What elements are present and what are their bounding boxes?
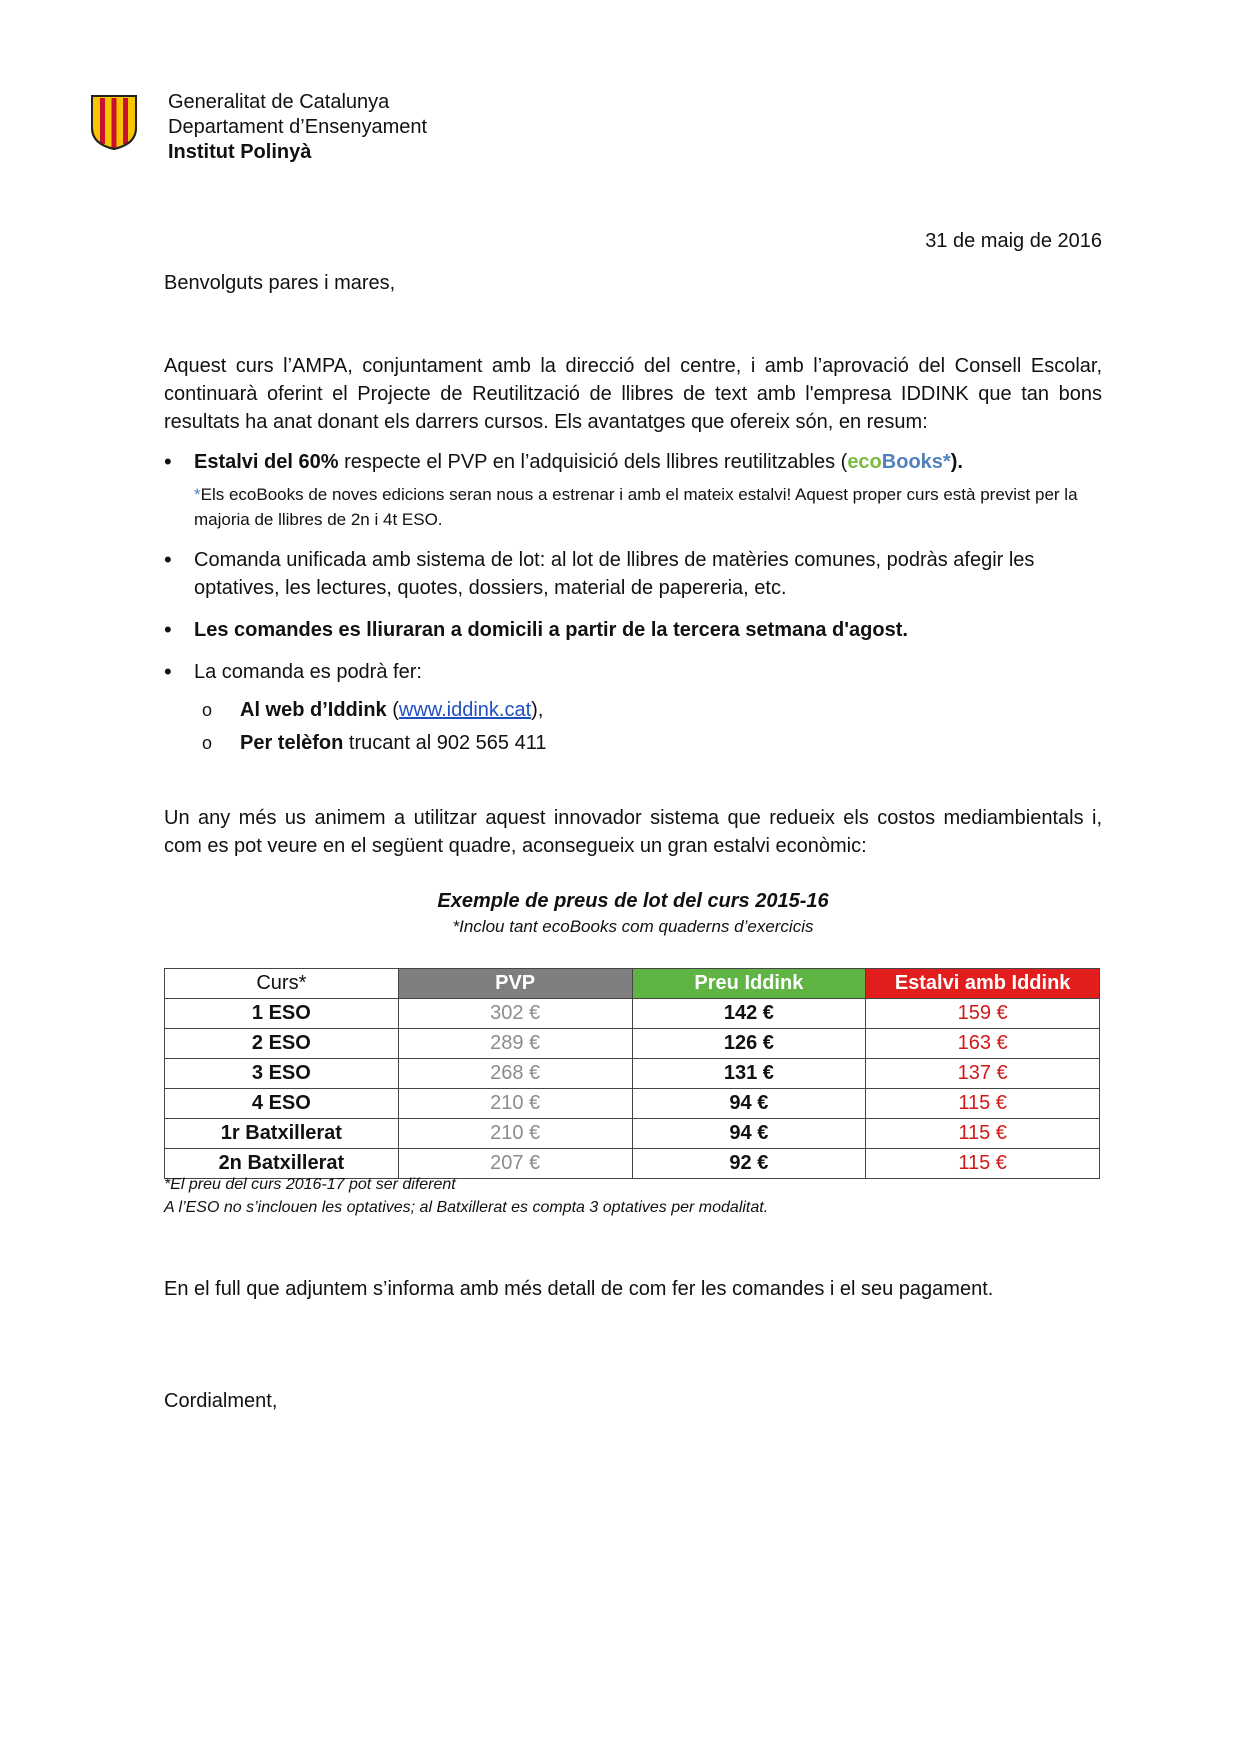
- ecobooks-logo-eco: eco: [847, 451, 882, 473]
- order-method-web: [194, 694, 1102, 727]
- cell-savings: 115 €: [866, 1119, 1100, 1149]
- cell-pvp: 289 €: [398, 1029, 632, 1059]
- savings-text: respecte el PVP en l’adquisició dels llibres reutilitzables (: [338, 451, 848, 473]
- note-text: Els ecoBooks de noves edicions seran nous a estrenar i amb el mateix estalvi! Aquest proper curs està previst per la majoria de llibres de 2n i 4t ESO.: [194, 485, 1078, 529]
- cell-savings: 115 €: [866, 1149, 1100, 1179]
- order-method-phone: [194, 727, 1102, 760]
- cell-pvp: 210 €: [398, 1089, 632, 1119]
- greeting: Benvolguts pares i mares,: [164, 272, 396, 294]
- letter-date: 31 de maig de 2016: [925, 230, 1102, 252]
- cell-pvp: 268 €: [398, 1059, 632, 1089]
- order-methods-list: [194, 694, 1102, 760]
- delivery-text: Les comandes es lliuraran a domicili a partir de la tercera setmana d'agost.: [194, 619, 908, 641]
- phone-label: Per telèfon: [240, 732, 344, 754]
- org-department: Departament d’Ensenyament: [168, 116, 428, 138]
- cell-pvp: 210 €: [398, 1119, 632, 1149]
- cell-pvp: 207 €: [398, 1149, 632, 1179]
- cell-course: 1 ESO: [165, 999, 399, 1029]
- organization-block: [168, 90, 427, 165]
- cell-savings: 115 €: [866, 1089, 1100, 1119]
- ecobooks-note: [194, 482, 1102, 532]
- header-course: Curs*: [165, 969, 399, 999]
- list-item: [164, 658, 1102, 760]
- cell-iddink: 131 €: [632, 1059, 866, 1089]
- list-item: [164, 448, 1102, 532]
- cell-course: 4 ESO: [165, 1089, 399, 1119]
- note-asterisk: *: [194, 485, 201, 504]
- web-label: Al web d’Iddink: [240, 699, 387, 721]
- encouragement-paragraph: Un any més us animem a utilitzar aquest innovador sistema que redueix els costos mediambientals i, com es pot veure en el següent quadre, aconsegueix un gran estalvi econòmic:: [164, 807, 1102, 857]
- cell-savings: 159 €: [866, 999, 1100, 1029]
- cell-course: 2n Batxillerat: [165, 1149, 399, 1179]
- cell-savings: 163 €: [866, 1029, 1100, 1059]
- phone-text: trucant al 902 565 411: [343, 732, 547, 754]
- table-row: [165, 1119, 1100, 1149]
- cell-pvp: 302 €: [398, 999, 632, 1029]
- cell-savings: 137 €: [866, 1059, 1100, 1089]
- list-item: [164, 616, 1102, 644]
- web-close: ),: [531, 699, 544, 721]
- savings-end: ).: [950, 451, 963, 473]
- header-savings: Estalvi amb Iddink: [866, 969, 1100, 999]
- cell-iddink: 126 €: [632, 1029, 866, 1059]
- table-row: [165, 1089, 1100, 1119]
- advantages-list: [164, 448, 1102, 774]
- price-table: [164, 968, 1100, 1179]
- web-open: (: [386, 699, 399, 721]
- ecobooks-logo-books: Books*: [881, 451, 951, 473]
- savings-highlight: Estalvi del 60%: [194, 451, 339, 473]
- cell-iddink: 142 €: [632, 999, 866, 1029]
- unified-order-text: Comanda unificada amb sistema de lot: al lot de llibres de matèries comunes, podràs afegir les optatives, les lectures, quotes, dossiers, material de papereria, etc.: [194, 549, 1035, 599]
- header-iddink-price: Preu Iddink: [632, 969, 866, 999]
- org-generalitat: Generalitat de Catalunya: [168, 91, 390, 113]
- example-subtitle: *Inclou tant ecoBooks com quaderns d’exercicis: [452, 917, 814, 936]
- cell-course: 2 ESO: [165, 1029, 399, 1059]
- cell-iddink: 94 €: [632, 1089, 866, 1119]
- table-row: [165, 1059, 1100, 1089]
- generalitat-logo-icon: [88, 94, 140, 150]
- intro-paragraph: Aquest curs l’AMPA, conjuntament amb la direcció del centre, i amb l’aprovació del Consell Escolar, continuarà oferint el Projecte de Reutilització de llibres de text amb l'empresa IDDINK que tan bons resultats ha anat donant els darrers cursos. Els avantatges que ofereix són, en resum:: [164, 355, 1102, 433]
- table-row: [165, 999, 1100, 1029]
- order-how-text: La comanda es podrà fer:: [194, 661, 422, 683]
- table-row: [165, 1149, 1100, 1179]
- cell-iddink: 94 €: [632, 1119, 866, 1149]
- header-pvp: PVP: [398, 969, 632, 999]
- cell-course: 3 ESO: [165, 1059, 399, 1089]
- info-paragraph: En el full que adjuntem s’informa amb més detall de com fer les comandes i el seu pagament.: [164, 1278, 994, 1300]
- org-institute: Institut Polinyà: [168, 141, 312, 163]
- table-note-optatives: A l’ESO no s’inclouen les optatives; al Batxillerat es compta 3 optatives per modalitat.: [164, 1199, 769, 1216]
- example-title: Exemple de preus de lot del curs 2015-16: [437, 890, 829, 912]
- iddink-website-link[interactable]: www.iddink.cat: [398, 699, 532, 721]
- cell-course: 1r Batxillerat: [165, 1119, 399, 1149]
- regards: Cordialment,: [164, 1390, 278, 1412]
- list-item: [164, 546, 1102, 602]
- table-header-row: [165, 969, 1100, 999]
- table-note-price: *El preu del curs 2016-17 pot ser diferent: [164, 1176, 456, 1193]
- cell-iddink: 92 €: [632, 1149, 866, 1179]
- table-row: [165, 1029, 1100, 1059]
